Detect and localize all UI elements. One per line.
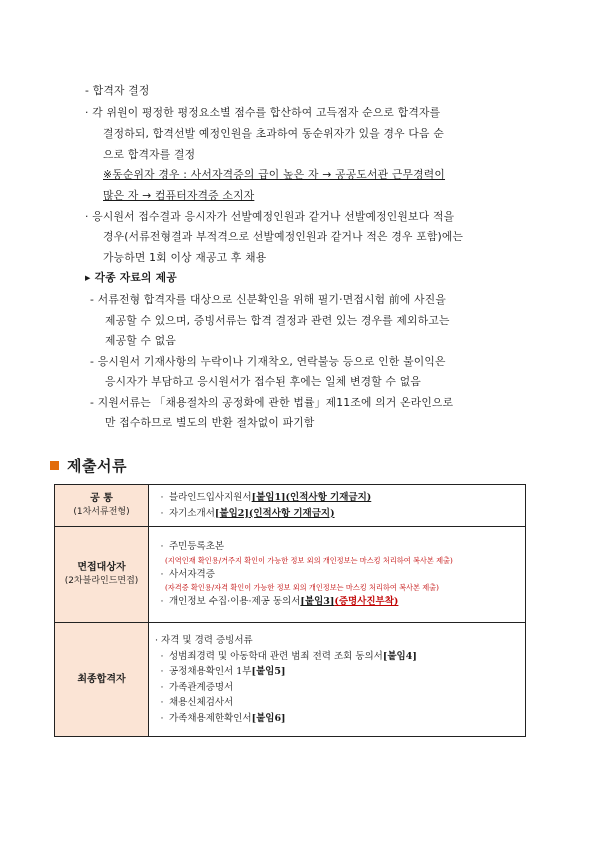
- row-subtitle: (2차블라인드면접): [64, 576, 139, 586]
- text-line: · 각 위원이 평정한 평정요소별 점수를 합산하여 고득점자 순으로 합격자를: [85, 106, 441, 119]
- documents-table: [54, 484, 526, 737]
- table-row: [55, 623, 526, 737]
- table-row: [55, 485, 526, 527]
- row-title: 면접대상자: [77, 562, 126, 573]
- row-title: 공 통: [90, 493, 113, 504]
- section-title: 제출서류: [67, 457, 127, 475]
- row-body: [149, 485, 526, 527]
- row-body: [149, 623, 526, 737]
- text-line: - 서류전형 합격자를 대상으로 신분확인을 위해 필기·면접시험 前에 사진을: [90, 293, 447, 306]
- text-line: 으로 합격자를 결정: [103, 148, 196, 161]
- list-item: · 공정채용확인서 1부[붙임5]: [160, 666, 286, 677]
- note-line: ※동순위자 경우 : 사서자격증의 급이 높은 자 → 공공도서관 근무경력이: [103, 168, 446, 181]
- list-item: · 자격 및 경력 증빙서류: [155, 635, 253, 646]
- list-note: (자격증 확인용/자격 확인이 가능한 정보 외의 개인정보는 마스킹 처리하여 복사본 제출): [165, 583, 439, 593]
- text-line: 결정하되, 합격선발 예정인원을 초과하여 동순위자가 있을 경우 다음 순: [103, 127, 444, 140]
- list-item: · 가족관계증명서: [160, 681, 234, 693]
- list-item: · 사서자격증: [160, 568, 215, 580]
- list-item: · 가족채용제한확인서[붙임6]: [160, 712, 286, 724]
- text-line: 가능하면 1회 이상 재공고 후 채용: [103, 251, 267, 264]
- text-line: - 응시원서 기재사항의 누락이나 기재착오, 연락불능 등으로 인한 불이익은: [90, 355, 446, 368]
- text-line: - 지원서류는 「채용절차의 공정화에 관한 법률」제11조에 의거 온라인으로: [90, 396, 454, 409]
- table-row: [55, 527, 526, 623]
- list-item: · 성범죄경력 및 아동학대 관련 범죄 전력 조회 동의서[붙임4]: [160, 650, 417, 662]
- text-line: 제공할 수 없음: [105, 334, 177, 347]
- row-header: [55, 485, 149, 527]
- text-line: 경우(서류전형결과 부적격으로 선발예정인원과 같거나 적은 경우 포함)에는: [103, 230, 464, 243]
- list-item: · 블라인드입사지원서[붙임1](인적사항 기재금지): [160, 492, 372, 503]
- row-header: [55, 623, 149, 737]
- list-item: · 개인정보 수집·이용·제공 동의서[붙임3](증명사진부착): [160, 596, 399, 608]
- row-body: [149, 527, 526, 623]
- text-line: - 합격자 결정: [85, 84, 150, 97]
- list-item: · 채용신체검사서: [160, 697, 234, 708]
- text-line: 만 접수하므로 별도의 반환 절차없이 파기함: [105, 416, 315, 429]
- text-line: 제공할 수 있으며, 증빙서류는 합격 결정과 관련 있는 경우를 제외하고는: [105, 314, 450, 327]
- subsection-heading: ▸ 각종 자료의 제공: [85, 271, 177, 284]
- text-line: · 응시원서 접수결과 응시자가 선발예정인원과 같거나 선발예정인원보다 적을: [85, 210, 455, 223]
- list-item: · 주민등록초본: [160, 541, 225, 553]
- square-bullet-icon: [50, 461, 59, 470]
- row-header: [55, 527, 149, 623]
- note-line: 많은 자 → 컴퓨터자격증 소지자: [103, 189, 255, 202]
- section-heading: [50, 455, 127, 476]
- text-line: 응시자가 부담하고 응시원서가 접수된 후에는 일체 변경할 수 없음: [105, 375, 422, 388]
- row-title: 최종합격자: [77, 673, 126, 685]
- row-subtitle: (1차서류전형): [73, 507, 130, 517]
- list-item: · 자기소개서[붙임2](인적사항 기재금지): [160, 507, 335, 519]
- list-note: (지역인재 확인용/거주지 확인이 가능한 정보 외의 개인정보는 마스킹 처리하여 복사본 제출): [165, 555, 453, 565]
